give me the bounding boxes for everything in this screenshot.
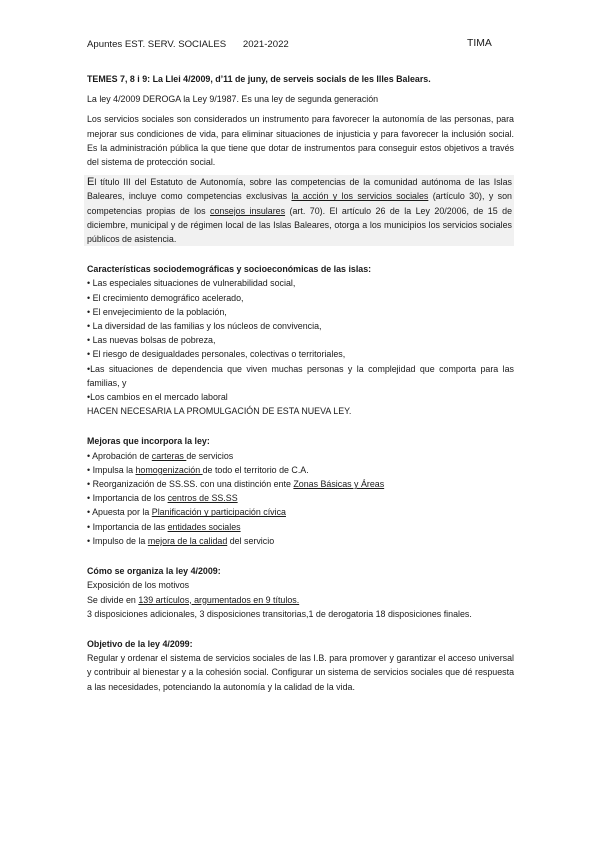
objective-text: Regular y ordenar el sistema de servicios sociales de las I.B. para promover y garantizar el acceso universal y contribuir al bienestar y a la cohesión social. Configurar un sistema de servicios sociales que dé respuesta a las necesidades, potenciando la autonomía y la calidad de la vida. xyxy=(87,653,514,692)
item-text: de todo el territorio de C.A. xyxy=(202,464,309,475)
item-text: • Impulsa la xyxy=(87,464,136,475)
list-item: • Las nuevas bolsas de pobreza, xyxy=(87,335,216,346)
item-link: Zonas Básicas y Áreas xyxy=(293,479,385,490)
list-item: • El crecimiento demográfico acelerado, xyxy=(87,292,244,303)
organization-line xyxy=(87,593,514,607)
list-item: • El envejecimiento de la población, xyxy=(87,306,227,317)
paragraph-services: Los servicios sociales son considerados un instrumento para favorecer la autonomía de las personas, para mejorar sus condiciones de vida, para eliminar situaciones de injusticia y para favorecer la inclusión social. Es la administración pública la que tiene que dotar de instrumentos para conseguir estos objetivos a través del sistema de protección social. xyxy=(87,114,514,168)
item-text: • Apuesta por la xyxy=(87,507,152,518)
item-link: centros de SS.SS xyxy=(167,493,238,504)
item-text: • Importancia de las xyxy=(87,521,168,532)
item-link: homogenización xyxy=(135,464,203,475)
document-body xyxy=(87,70,514,694)
organization-link: 139 artículos, argumentados en 9 títulos. xyxy=(138,594,300,605)
organization-line: 3 disposiciones adicionales, 3 disposiciones transitorias,1 de derogatoria 18 disposiciones finales. xyxy=(87,608,472,619)
item-text: • Impulso de la xyxy=(87,535,148,546)
list-item xyxy=(87,463,514,477)
objective-heading: Objetivo de la ley 4/2099: xyxy=(87,638,193,649)
list-item xyxy=(87,449,514,463)
characteristics-heading: Características sociodemográficas y socioeconómicas de las islas: xyxy=(87,264,372,275)
statute-text-b: (artículo 30), y son competencias propias de los xyxy=(87,191,512,216)
paragraph-statute xyxy=(84,175,514,246)
item-text: • Aprobación de xyxy=(87,450,152,461)
list-item xyxy=(87,477,514,491)
list-item: • La diversidad de las familias y los núcleos de convivencia, xyxy=(87,321,322,332)
list-item xyxy=(87,505,514,519)
first-letter: E xyxy=(87,176,95,189)
list-item: • El riesgo de desigualdades personales, colectivas o territoriales, xyxy=(87,349,346,360)
statute-text-a: l título III del Estatuto de Autonomía, sobre las competencias de la comunidad autónoma de las Islas Baleares, incluye como competencias exclusivas xyxy=(87,177,512,202)
item-link: mejora de la calidad xyxy=(147,535,228,546)
document-title: TEMES 7, 8 i 9: La Llei 4/2009, d’11 de juny, de serveis socials de les Illes Balears. xyxy=(87,74,431,84)
list-item xyxy=(87,534,514,548)
list-item xyxy=(87,491,514,505)
item-link: entidades sociales xyxy=(167,521,241,532)
item-text: de servicios xyxy=(186,450,234,461)
header-author: TIMA xyxy=(467,38,492,49)
item-text: • Importancia de los xyxy=(87,493,168,504)
list-item: •Las situaciones de dependencia que viven muchas personas y la complejidad que comporta para las familias, y xyxy=(87,363,514,388)
organization-heading: Cómo se organiza la ley 4/2009: xyxy=(87,566,221,577)
characteristics-conclusion: HACEN NECESARIA LA PROMULGACIÓN DE ESTA NUEVA LEY. xyxy=(87,406,352,417)
link-social-action: la acción y los servicios sociales xyxy=(291,191,429,202)
item-link: Planificación y participación cívica xyxy=(151,507,286,518)
organization-line: Exposición de los motivos xyxy=(87,580,190,591)
list-item: •Los cambios en el mercado laboral xyxy=(87,392,228,403)
organization-text: Se divide en xyxy=(87,594,139,605)
item-link: carteras xyxy=(151,450,187,461)
header-year: 2021-2022 xyxy=(242,39,289,50)
list-item xyxy=(87,520,514,534)
intro-line: La ley 4/2009 DEROGA la Ley 9/1987. Es una ley de segunda generación xyxy=(87,94,379,105)
header-course: Apuntes EST. SERV. SOCIALES xyxy=(87,39,227,50)
list-item: • Las especiales situaciones de vulnerabilidad social, xyxy=(87,278,296,289)
item-text: del servicio xyxy=(227,535,275,546)
statute-text-c: (art. 70). El artículo 26 de la Ley 20/2006, de 15 de diciembre, municipal y de régimen local de las Islas Baleares, otorga a los municipios los servicios sociales públicos de asistencia. xyxy=(87,205,513,245)
improvements-heading: Mejoras que incorpora la ley: xyxy=(87,436,210,447)
link-island-councils: consejos insulares xyxy=(210,205,286,216)
page-header xyxy=(87,39,303,50)
item-text: • Reorganización de SS.SS. con una distinción ente xyxy=(87,479,294,490)
